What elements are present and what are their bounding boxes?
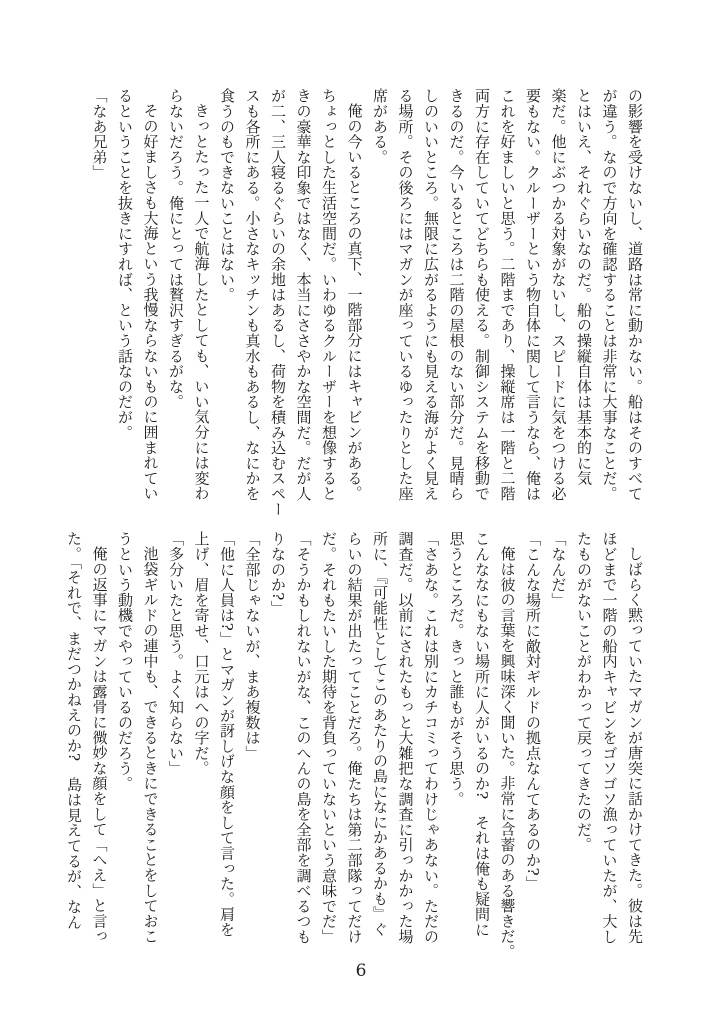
- text-line: とはいえ、それぐらいなのだ。船の操縦自体は基本的に気: [575, 88, 593, 486]
- text-line: きるのだ。今いるところは二階の屋根のない部分だ。見晴ら: [447, 88, 466, 502]
- text-line: うという動機でやっているのだろう。: [116, 531, 134, 792]
- text-line: 俺の返事にマガンは露骨に微妙な顔をして「へえ」と言っ: [90, 546, 109, 945]
- text-line: 調査だ。以前にされたもっと大雑把な調査に引っかかった場: [396, 531, 415, 945]
- text-line: らいの結果が出たってことだろ。俺たちは第二部隊ってだけ: [345, 531, 364, 945]
- text-line: ちょっとした生活空間だ。いわゆるクルーザーを想像すると: [320, 88, 338, 502]
- text-line: しばらく黙っていたマガンが唐突に話かけてきた。彼は先: [626, 546, 644, 945]
- text-line: 「そうかもしれないがな、このへんの島を全部を調べるつも: [294, 531, 313, 945]
- text-line: こんななにもない場所に人がいるのか? それは俺も疑問に: [473, 531, 491, 938]
- text-line: 所に、『可能性としてこのあたりの島になにかあるかも』ぐ: [371, 531, 389, 937]
- text-line: その好ましさも大海という我慢ならないものに囲まれてい: [141, 103, 160, 502]
- text-line: 「なんだ」: [549, 531, 568, 608]
- lower-paragraph-block: [61, 531, 648, 960]
- text-line: が二、三人寝るぐらいの余地はあるし、荷物を積み込むスペー: [269, 88, 287, 517]
- text-line: 「さあな。これは別にカチコミってわけじゃあない。ただの: [422, 531, 440, 945]
- text-line: 楽だ。他にぶつかる対象がないし、スピードに気をつける必: [549, 88, 568, 502]
- text-line: 「なあ兄弟」: [90, 88, 109, 180]
- text-line: た。「それで、まだつかねえのか? 島は見えてるが、なん: [65, 531, 83, 930]
- text-line: 席がある。: [371, 88, 389, 165]
- text-line: 上げ、眉を寄せ、口元はへの字だ。: [192, 531, 211, 776]
- text-line: これを好ましいと思う。二階まであり、操縦席は一階と二階: [498, 88, 517, 502]
- text-line: 俺の今いるところの真下、一階部分にはキャビンがある。: [345, 103, 364, 502]
- text-line: りなのか?」: [269, 531, 287, 616]
- text-line: の影響を受けないし、道路は常に動かない。船はそのすべて: [626, 88, 644, 502]
- text-line: しのいいところ。無限に広がるようにも見える海がよく見え: [422, 88, 440, 502]
- text-line: らないだろう。俺にとっては贅沢すぎるがな。: [167, 88, 185, 410]
- text-line: スも各所にある。小さなキッチンも真水もあるし、なにかを: [243, 88, 262, 502]
- text-line: 食うのもできないことはない。: [218, 88, 236, 303]
- text-line: 「他に人員は?」とマガンが訝しげな顔をして言った。肩を: [218, 531, 236, 938]
- text-line: きの豪華な印象ではなく、本当にささやかな空間だ。だが人: [294, 88, 313, 502]
- text-line: 「全部じゃないが、まあ複数は」: [243, 531, 262, 761]
- text-line: 要もない。クルーザーという物自体に関して言うなら、俺は: [524, 88, 542, 502]
- text-line: る場所。その後ろにはマガンが座っているゆったりとした座: [396, 88, 415, 502]
- text-line: たものがないことがわかって戻ってきたのだ。: [575, 531, 593, 853]
- text-line: 「こんな場所に敵対ギルドの拠点なんてあるのか?」: [524, 531, 542, 892]
- text-line: だ。それもたいした期待を背負っていないという意味でだ」: [320, 531, 338, 945]
- text-line: 「多分いたと思う。よく知らない」: [167, 531, 185, 776]
- page-number: 6: [355, 961, 367, 981]
- text-line: ほどまで一階の船内キャビンをゴソゴソ漁っていたが、大し: [600, 531, 619, 945]
- text-line: るということを抜きにすれば、という話なのだが。: [116, 88, 134, 440]
- text-line: 思うところだ。きっと誰もがそう思う。: [447, 531, 466, 807]
- text-line: 池袋ギルドの連中も、できるときにできることをしておこ: [141, 546, 160, 945]
- text-line: きっとたった一人で航海したとしても、いい気分には変わ: [192, 103, 211, 502]
- upper-paragraph-block: [86, 88, 647, 517]
- text-line: 俺は彼の言葉を興味深く聞いた。非常に含蓄のある響きだ。: [498, 546, 517, 960]
- text-line: 両方に存在していてどちらも使える。制御システムを移動で: [473, 88, 491, 502]
- text-line: が違う。なので方向を確認することは非常に大事なことだ。: [600, 88, 619, 502]
